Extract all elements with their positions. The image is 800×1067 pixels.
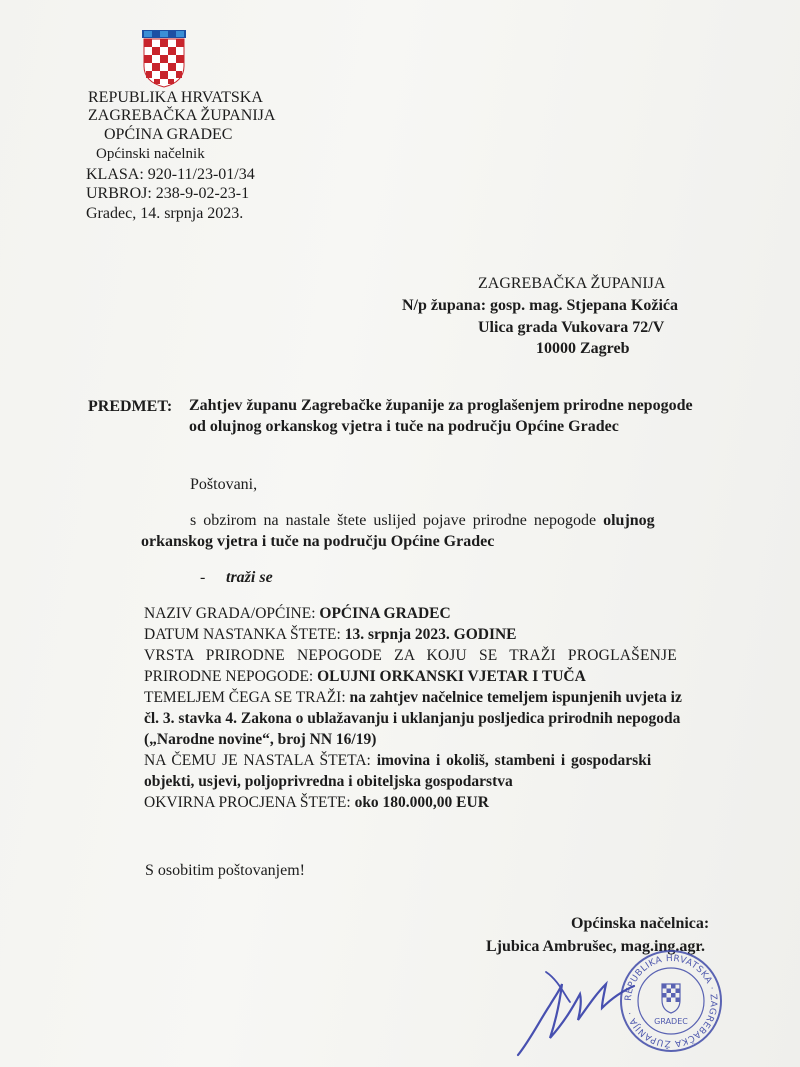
- signatory-name: Ljubica Ambrušec, mag.ing.agr.: [486, 938, 705, 955]
- field-name-label: NAZIV GRADA/OPĆINE:: [144, 605, 316, 622]
- field-date: [144, 626, 517, 644]
- sender-county: ZAGREBAČKA ŽUPANIJA: [88, 107, 276, 124]
- stamp-ring-text: REPUBLIKA HRVATSKA · ZAGREBAČKA ŽUPANIJA ·: [623, 953, 719, 1049]
- urbroj-number: URBROJ: 238-9-02-23-1: [86, 185, 250, 202]
- field-damage-value-2: objekti, usjevi, poljoprivredna i obiteljska gospodarstva: [144, 773, 513, 790]
- bullet-dash: -: [200, 569, 206, 586]
- field-estimate-value: oko 180.000,00 EUR: [354, 794, 489, 811]
- field-date-value: 13. srpnja 2023. GODINE: [344, 626, 517, 643]
- closing-regards: S osobitim poštovanjem!: [145, 862, 305, 879]
- field-basis-value-2: čl. 3. stavka 4. Zakona o ublažavanju i uklanjanju posljedica prirodnih nepogoda: [144, 710, 681, 727]
- field-estimate-label: OKVIRNA PROCJENA ŠTETE:: [144, 794, 351, 811]
- intro-line-1: [190, 512, 655, 530]
- place-date: Gradec, 14. srpnja 2023.: [86, 205, 244, 222]
- intro-text: s obzirom na nastale štete uslijed pojave prirodne nepogode: [190, 512, 597, 529]
- recipient-name: ZAGREBAČKA ŽUPANIJA: [478, 275, 666, 292]
- stamp-inner-text: GRADEC: [654, 1017, 688, 1026]
- field-basis-label: TEMELJEM ČEGA SE TRAŽI:: [144, 689, 346, 706]
- official-stamp-icon: [618, 948, 724, 1054]
- signatory-title: Općinska načelnica:: [571, 915, 710, 932]
- field-name: [144, 605, 451, 623]
- field-date-label: DATUM NASTANKA ŠTETE:: [144, 626, 341, 643]
- field-type-label-line-2: PRIRODNE NEPOGODE:: [144, 668, 314, 685]
- croatian-coat-of-arms-icon: [140, 30, 188, 88]
- field-basis-value-1: na zahtjev načelnice temeljem ispunjenih uvjeta iz: [349, 689, 682, 706]
- recipient-city: 10000 Zagreb: [536, 340, 630, 357]
- field-type-value: OLUJNI ORKANSKI VJETAR I TUČA: [317, 668, 586, 685]
- field-damage-label: NA ČEMU JE NASTALA ŠTETA:: [144, 752, 371, 769]
- sender-republic: REPUBLIKA HRVATSKA: [88, 89, 263, 106]
- intro-line-2: orkanskog vjetra i tuče na području Općine Gradec: [141, 533, 495, 550]
- field-estimate: [144, 794, 489, 812]
- subject-line-1: Zahtjev županu Zagrebačke županije za proglašenjem prirodne nepogode: [189, 397, 693, 414]
- field-damage-value-1: imovina i okoliš, stambeni i gospodarski: [376, 752, 652, 769]
- subject-line-2: od olujnog orkanskog vjetra i tuče na području Općine Gradec: [189, 418, 619, 435]
- subject-label: PREDMET:: [88, 398, 173, 415]
- field-damage: [144, 752, 651, 770]
- field-name-value: OPĆINA GRADEC: [319, 605, 451, 622]
- sender-municipality: OPĆINA GRADEC: [104, 126, 233, 143]
- intro-emphasis: olujnog: [603, 512, 655, 529]
- bullet-text: traži se: [226, 569, 273, 586]
- klasa-number: KLASA: 920-11/23-01/34: [86, 166, 255, 183]
- field-type: [144, 668, 586, 686]
- sender-office: Općinski načelnik: [96, 146, 205, 162]
- recipient-attention: N/p župana: gosp. mag. Stjepana Kožića: [402, 297, 679, 314]
- recipient-street: Ulica grada Vukovara 72/V: [478, 319, 665, 336]
- greeting: Poštovani,: [190, 476, 258, 493]
- field-basis: [144, 689, 682, 707]
- field-basis-value-3: („Narodne novine“, broj NN 16/19): [144, 731, 377, 748]
- field-type-label-line-1: VRSTA PRIRODNE NEPOGODE ZA KOJU SE TRAŽI PROGLAŠENJE: [144, 647, 677, 664]
